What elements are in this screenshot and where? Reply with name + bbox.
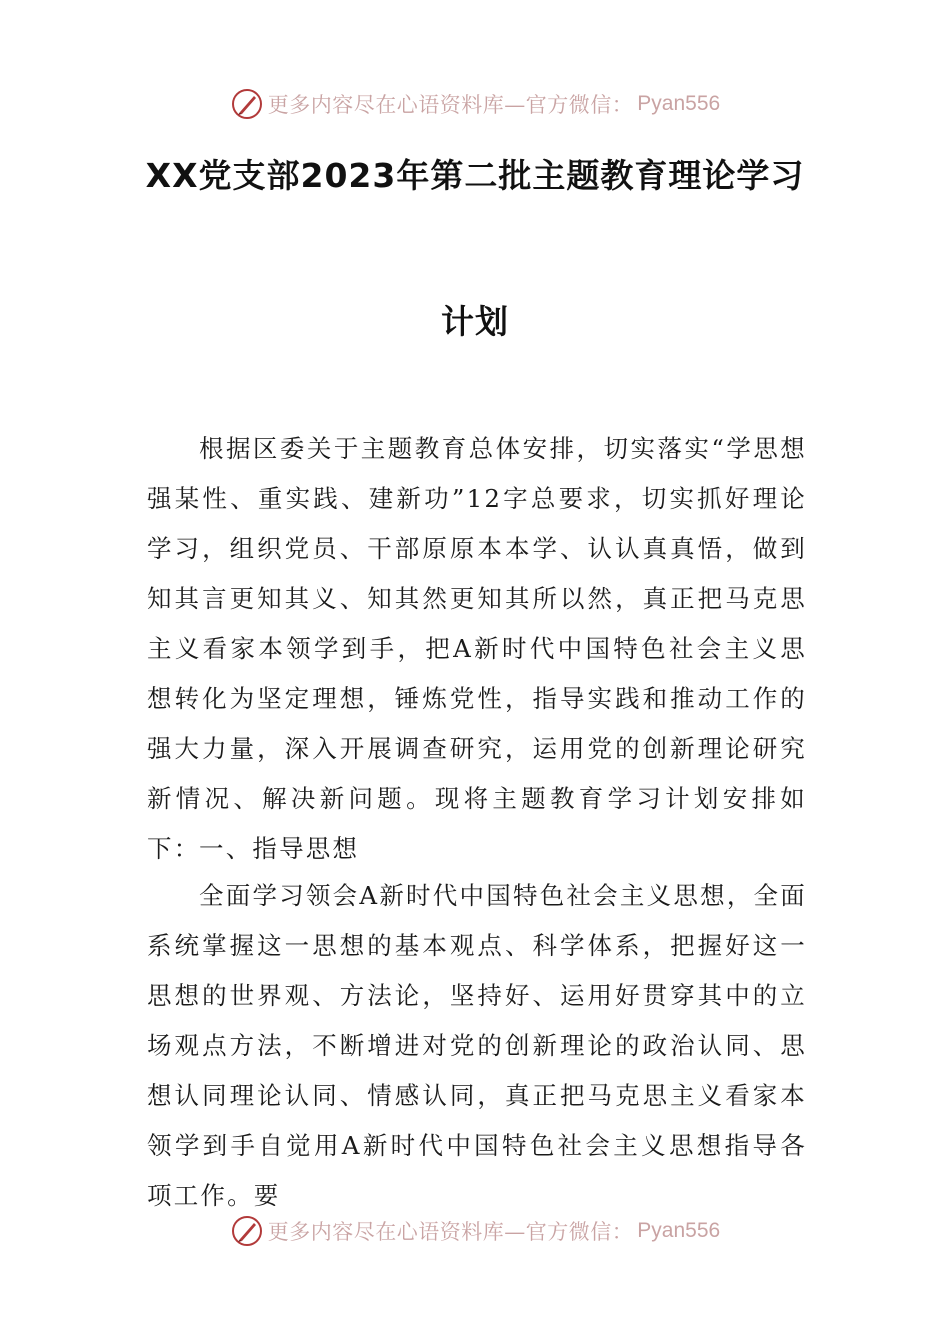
footer-watermark <box>0 1211 950 1251</box>
section-heading-guiding-thought: 一、指导思想 <box>199 834 360 863</box>
quill-pen-logo-icon <box>230 87 264 121</box>
paragraph-intro: 根据区委关于主题教育总体安排，切实落实“学思想强某性、重实践、建新功”12字总要求，切实抓好理论学习，组织党员、干部原原本本学、认认真真悟，做到知其言更知其义、知其然更知其所以然，真正把马克思主义看家本领学到手，把A新时代中国特色社会主义思想转化为坚定理想，锤炼党性，指导实践和推动工作的强大力量，深入开展调查研究，运用党的创新理论研究新情况、解决新问题。现将主题教育学习计划安排如下： <box>147 434 807 863</box>
watermark-text: 更多内容尽在心语资料库—官方微信： <box>267 93 634 117</box>
watermark-text: 更多内容尽在心语资料库—官方微信： <box>267 1220 634 1244</box>
document-title-line-2: 计划 <box>441 302 509 341</box>
paragraph-guiding-thought: 全面学习领会A新时代中国特色社会主义思想，全面系统掌握这一思想的基本观点、科学体系，把握好这一思想的世界观、方法论，坚持好、运用好贯穿其中的立场观点方法，不断增进对党的创新理论的政治认同、思想认同理论认同、情感认同，真正把马克思主义看家本领学到手自觉用A新时代中国特色社会主义思想指导各项工作。要 <box>147 881 807 1210</box>
watermark-wechat-id: Pyan556 <box>637 92 721 115</box>
header-watermark <box>0 84 950 124</box>
document-title-line-1: XX党支部2023年第二批主题教育理论学习 <box>145 156 805 195</box>
watermark-wechat-id: Pyan556 <box>637 1219 721 1242</box>
quill-pen-logo-icon <box>230 1214 264 1248</box>
